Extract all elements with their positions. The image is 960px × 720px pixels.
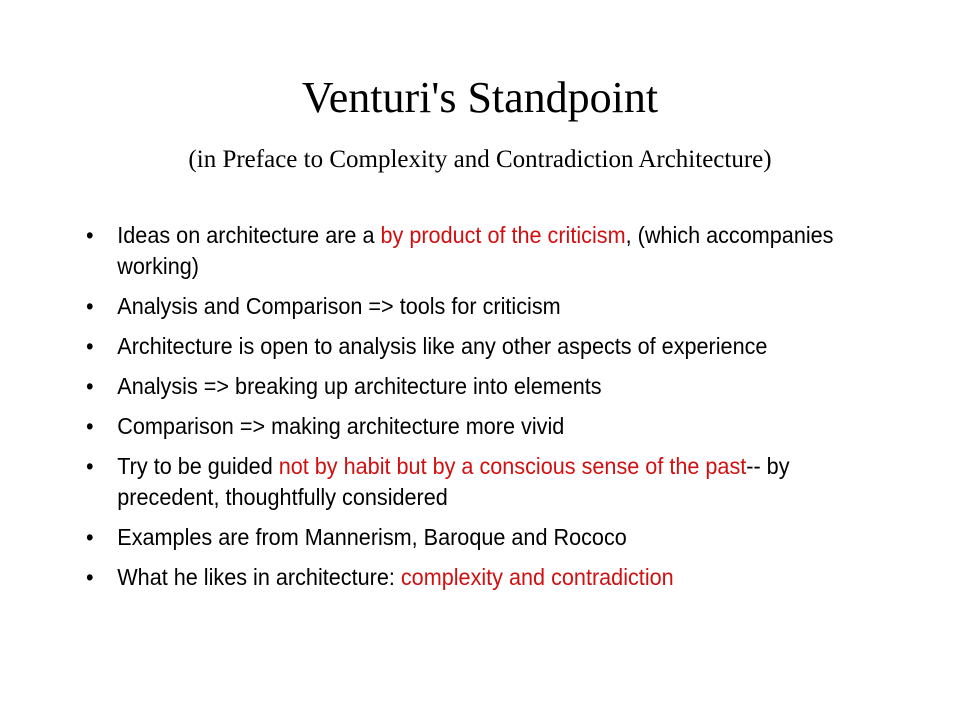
bullet-text-segment: Analysis => breaking up architecture into elements [117, 373, 602, 399]
bullet-text-segment: Ideas on architecture are a [117, 222, 381, 248]
bullet-highlight-segment: complexity and contradiction [400, 564, 674, 590]
bullet-glyph: • [86, 373, 94, 399]
bullet-text-segment: Analysis and Comparison => tools for criticism [117, 293, 561, 319]
bullet-item [86, 411, 859, 442]
bullet-glyph: • [86, 222, 94, 248]
bullet-text-segment: Comparison => making architecture more vivid [117, 413, 565, 439]
bullet-item [86, 220, 859, 282]
bullet-glyph: • [86, 524, 94, 550]
bullet-glyph: • [86, 453, 94, 479]
bullet-text-segment: Examples are from Mannerism, Baroque and Rococo [117, 524, 627, 550]
slide-subtitle: (in Preface to Complexity and Contradiction Architecture) [188, 146, 772, 173]
bullet-glyph: • [86, 333, 94, 359]
bullet-glyph: • [86, 413, 94, 439]
bullet-text-segment: Try to be guided [117, 453, 279, 479]
bullet-text-segment: Architecture is open to analysis like any other aspects of experience [117, 333, 768, 359]
bullet-item [86, 451, 859, 513]
bullet-item [86, 371, 859, 402]
bullet-glyph: • [86, 293, 94, 319]
bullet-glyph: • [86, 564, 94, 590]
bullet-highlight-segment: by product of the criticism [380, 222, 626, 248]
slide-title: Venturi's Standpoint [301, 73, 659, 122]
bullet-highlight-segment: not by habit but by a conscious sense of the past [278, 453, 747, 479]
bullet-item [86, 562, 859, 593]
bullet-text-segment: -- by precedent, thoughtfully considered [117, 453, 790, 510]
bullet-list [86, 220, 859, 602]
bullet-item [86, 331, 859, 362]
bullet-text-segment: What he likes in architecture: [117, 564, 401, 590]
bullet-item [86, 291, 859, 322]
bullet-text-segment: , (which accompanies working) [117, 222, 834, 279]
bullet-item [86, 522, 859, 553]
